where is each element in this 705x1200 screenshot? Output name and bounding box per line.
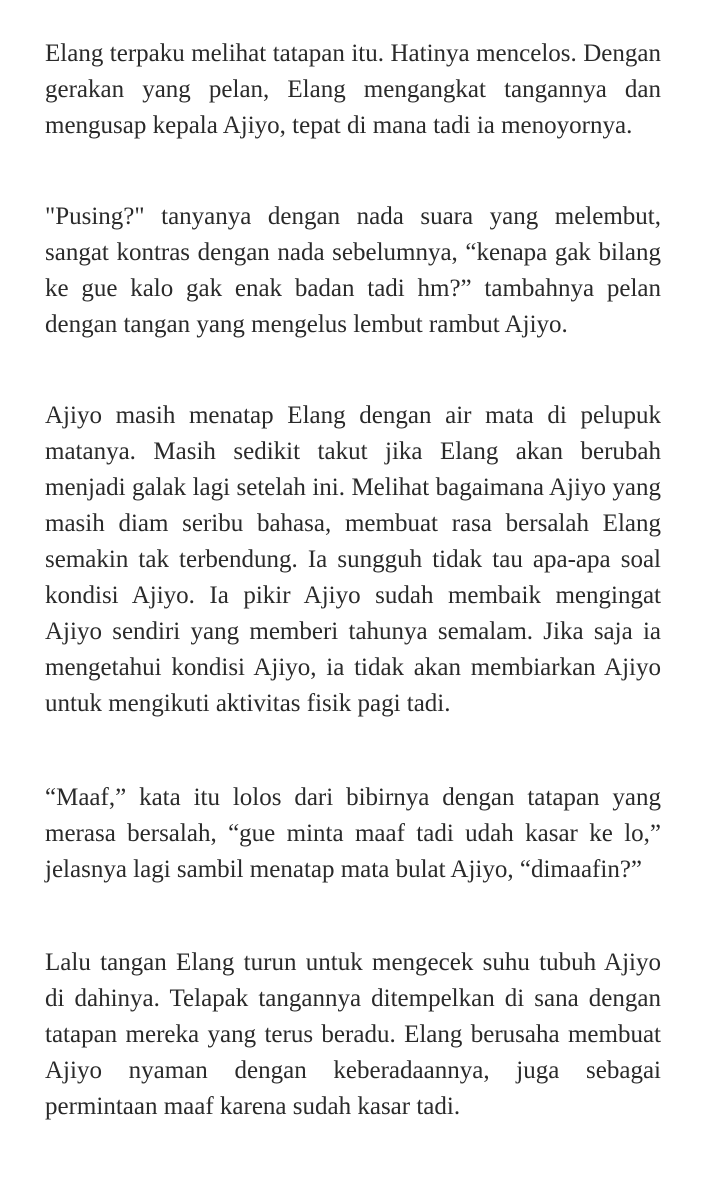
paragraph: “Maaf,” kata itu lolos dari bibirnya dengan tatapan yang merasa bersalah, “gue minta maaf tadi udah kasar ke lo,” jelasnya lagi sambil menatap mata bulat Ajiyo, “dimaafin?” <box>45 784 661 883</box>
paragraph: "Pusing?" tanyanya dengan nada suara yang melembut, sangat kontras dengan nada sebelumnya, “kenapa gak bilang ke gue kalo gak enak badan tadi hm?” tambahnya pelan dengan tangan yang mengelus lembut rambut Ajiyo. <box>45 203 661 338</box>
paragraph: Elang terpaku melihat tatapan itu. Hatinya mencelos. Dengan gerakan yang pelan, Elang mengangkat tangannya dan mengusap kepala Ajiyo, tepat di mana tadi ia menoyornya. <box>45 40 661 139</box>
paragraph: Ajiyo masih menatap Elang dengan air mata di pelupuk matanya. Masih sedikit takut jika Elang akan berubah menjadi galak lagi setelah ini. Melihat bagaimana Ajiyo yang masih diam seribu bahasa, membuat rasa bersalah Elang semakin tak terbendung. Ia sungguh tidak tau apa-apa soal kondisi Ajiyo. Ia pikir Ajiyo sudah membaik mengingat Ajiyo sendiri yang memberi tahunya semalam. Jika saja ia mengetahui kondisi Ajiyo, ia tidak akan membiarkan Ajiyo untuk mengikuti aktivitas fisik pagi tadi. <box>45 402 661 717</box>
paragraph: Lalu tangan Elang turun untuk mengecek suhu tubuh Ajiyo di dahinya. Telapak tangannya ditempelkan di sana dengan tatapan mereka yang terus beradu. Elang berusaha membuat Ajiyo nyaman dengan keberadaannya, juga sebagai permintaan maaf karena sudah kasar tadi. <box>45 949 661 1120</box>
